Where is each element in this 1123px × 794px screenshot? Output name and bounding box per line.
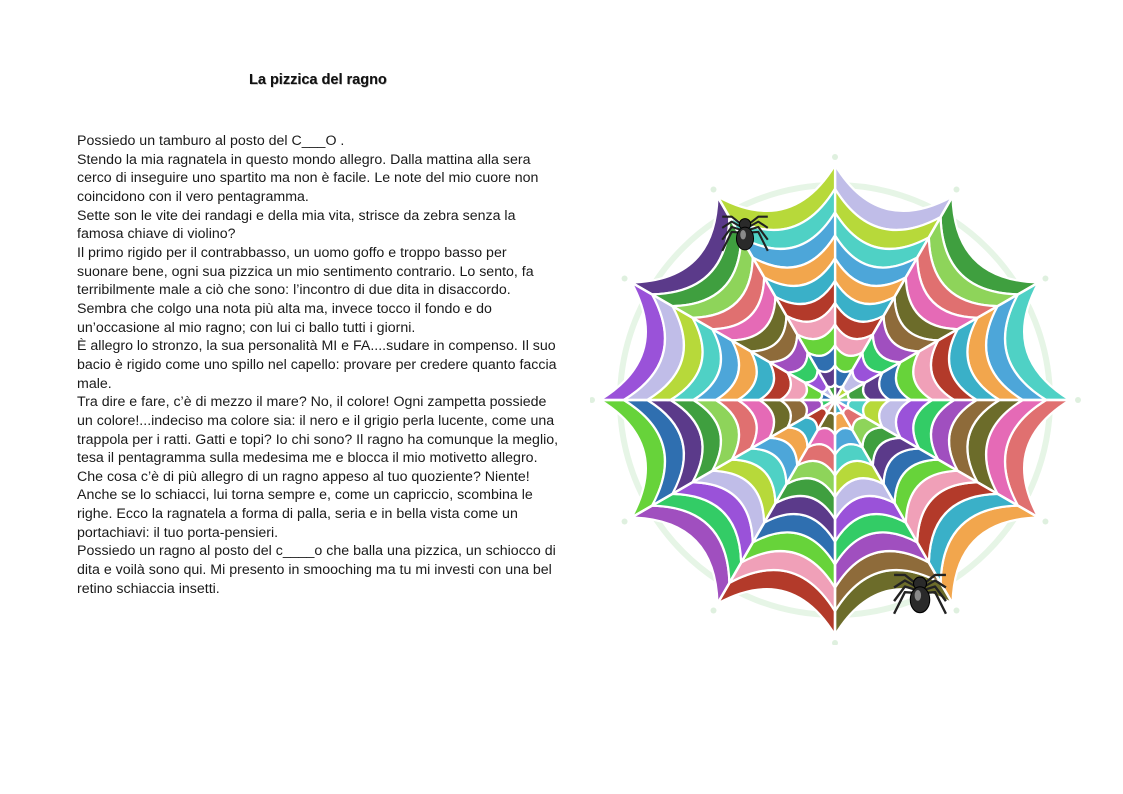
web-anchor [832, 640, 838, 645]
spider-web-icon [590, 154, 1081, 645]
text-line: Anche se lo schiacci, lui torna sempre e, come un capriccio, scombina le [77, 487, 533, 504]
text-line: Che cosa c’è di più allegro di un ragno appeso al tuo quoziente? Niente! [77, 468, 530, 485]
web-anchor [622, 519, 628, 525]
web-anchor [1042, 519, 1048, 525]
text-line: Stendo la mia ragnatela in questo mondo allegro. Dalla mattina alla sera [77, 151, 531, 168]
text-line: terribilmente male a ciò che sono: l’incontro di due dita in disaccordo. [77, 282, 511, 299]
web-anchor [711, 607, 717, 613]
text-line: coincidono con il vero pentagramma. [77, 188, 309, 205]
web-anchor [954, 187, 960, 193]
text-line: tesa il pentagramma sulla medesima me e blocca il mio motivetto allegro. [77, 450, 538, 467]
text-line: Il primo rigido per il contrabbasso, un uomo goffo e troppo basso per [77, 244, 507, 261]
page-title: La pizzica del ragno [249, 72, 387, 88]
web-anchor [590, 397, 595, 403]
spider-highlight [915, 590, 921, 601]
text-line: Tra dire e fare, c’è di mezzo il mare? No, il colore! Ogni zampetta possiede [77, 394, 547, 411]
spider-abdomen [910, 587, 929, 613]
text-line: Sembra che colgo una nota più alta ma, invece tocco il fondo e do [77, 300, 492, 317]
text-line: un’occasione al mio ragno; con lui ci ballo tutti i giorni. [77, 319, 416, 336]
text-line: dita e voilà sono qui. Mi presento in smooching ma tu mi investi con una bel [77, 562, 552, 579]
web-anchor [1042, 276, 1048, 282]
text-line: portachiavi: il tuo porta-pensieri. [77, 524, 279, 541]
web-anchor [1075, 397, 1081, 403]
text-line: È allegro lo stronzo, la sua personalità MI e FA....sudare in compenso. Il suo [77, 338, 556, 355]
web-anchor [954, 607, 960, 613]
spider-web-illustration [590, 150, 1090, 645]
spider-highlight [740, 230, 746, 240]
text-line: cerco di inseguire uno spartito ma non è facile. Le note del mio cuore non [77, 170, 539, 187]
text-line: Sette son le vite dei randagi e della mia vita, strisce da zebra senza la [77, 207, 516, 224]
spider-abdomen [736, 227, 753, 250]
text-line: bacio è rigido come uno spillo nel capello: provare per credere quanto faccia [77, 356, 557, 373]
web-anchor [622, 276, 628, 282]
text-line: suonare bene, ogni sua pizzica un mio sentimento contrario. Lo sento, fa [77, 263, 534, 280]
body-text [77, 132, 577, 598]
text-line: retino schiaccia insetti. [77, 580, 220, 597]
text-line: Possiedo un tamburo al posto del C___O . [77, 133, 345, 149]
text-line: male. [77, 375, 112, 392]
web-anchor [711, 187, 717, 193]
text-line: trappola per i ratti. Gatti e topi? Io chi sono? Il ragno ha comunque la meglio, [77, 431, 559, 448]
text-line: un colore!...indeciso ma colore sia: il nero e il grigio perla lucente, come una [77, 412, 555, 429]
text-line: Possiedo un ragno al posto del c____o che balla una pizzica, un schiocco di [77, 543, 556, 560]
text-line: righe. Ecco la ragnatela a forma di palla, seria e in bella vista come un [77, 506, 518, 523]
web-anchor [832, 154, 838, 160]
text-line: famosa chiave di violino? [77, 226, 236, 243]
